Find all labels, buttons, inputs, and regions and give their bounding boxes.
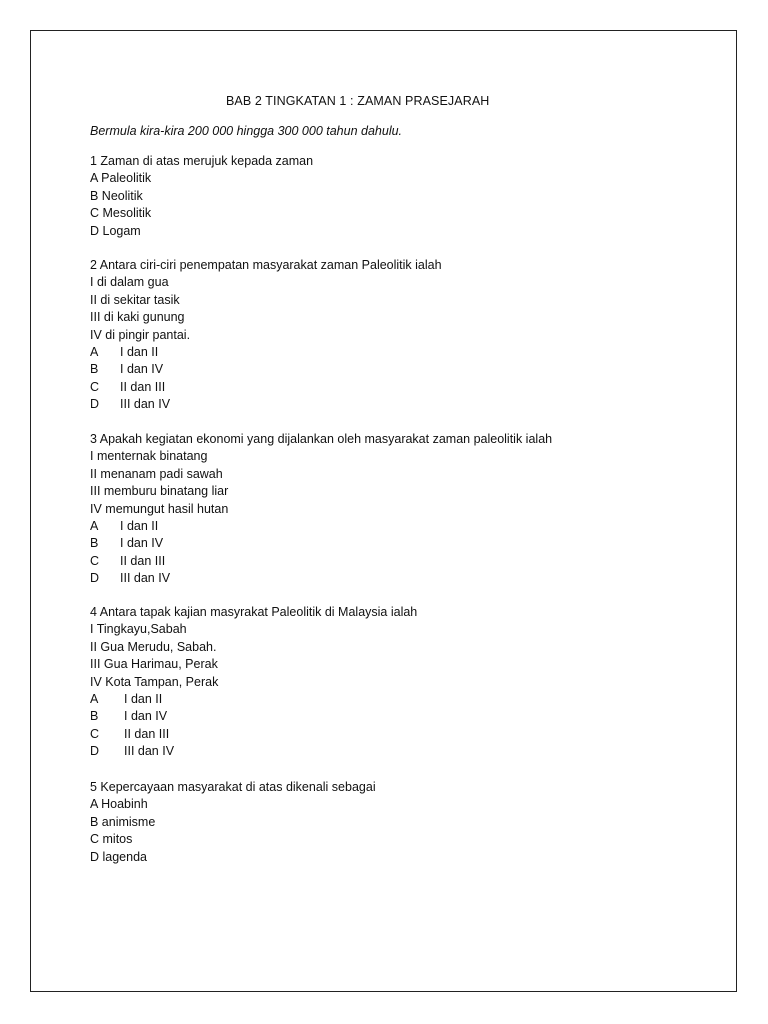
option-letter: B xyxy=(90,536,99,551)
question-4-item-4: IV Kota Tampan, Perak xyxy=(90,674,219,689)
question-1-choice-b: B Neolitik xyxy=(90,188,143,203)
option-text: III dan IV xyxy=(120,571,171,586)
question-1-choice-a: A Paleolitik xyxy=(90,171,152,186)
option-text: II dan III xyxy=(120,553,166,568)
question-4-item-1: I Tingkayu,Sabah xyxy=(90,622,187,637)
option-text: II dan III xyxy=(124,726,170,741)
option-letter: C xyxy=(90,553,100,568)
option-text: III dan IV xyxy=(124,744,175,759)
question-2-option-b xyxy=(90,361,442,378)
option-text: I dan II xyxy=(124,691,163,706)
question-5 xyxy=(90,779,376,866)
question-3-item-1: I menternak binatang xyxy=(90,449,208,464)
question-4-stem: 4 Antara tapak kajian masyrakat Paleolitik di Malaysia ialah xyxy=(90,605,418,619)
question-2-option-a xyxy=(90,344,442,361)
question-5-choice-b: B animisme xyxy=(90,814,156,829)
question-2-item-1: I di dalam gua xyxy=(90,275,169,290)
question-3-option-b xyxy=(90,535,552,552)
question-4-option-c xyxy=(90,726,417,743)
question-1-choice-c: C Mesolitik xyxy=(90,206,152,221)
option-letter: A xyxy=(90,518,99,533)
option-letter: B xyxy=(90,362,99,377)
option-letter: A xyxy=(90,344,99,359)
question-2-option-c xyxy=(90,379,442,396)
question-1-stem: 1 Zaman di atas merujuk kepada zaman xyxy=(90,154,314,168)
option-letter: D xyxy=(90,571,100,586)
option-text: II dan III xyxy=(120,379,166,394)
question-2-option-d xyxy=(90,396,442,413)
option-letter: D xyxy=(90,397,100,412)
question-4-item-3: III Gua Harimau, Perak xyxy=(90,657,218,672)
option-text: I dan IV xyxy=(120,362,164,377)
option-letter: B xyxy=(90,709,99,724)
option-text: I dan II xyxy=(120,518,159,533)
question-2-stem: 2 Antara ciri-ciri penempatan masyarakat zaman Paleolitik ialah xyxy=(90,258,442,272)
option-text: I dan IV xyxy=(124,709,168,724)
option-text: III dan IV xyxy=(120,397,171,412)
question-1 xyxy=(90,153,313,240)
question-3-item-3: III memburu binatang liar xyxy=(90,484,229,499)
option-letter: D xyxy=(90,744,100,759)
question-5-stem: 5 Kepercayaan masyarakat di atas dikenali sebagai xyxy=(90,780,376,794)
document-title: BAB 2 TINGKATAN 1 : ZAMAN PRASEJARAH xyxy=(226,94,490,108)
question-4-item-2: II Gua Merudu, Sabah. xyxy=(90,639,217,654)
option-text: I dan II xyxy=(120,344,159,359)
question-2 xyxy=(90,257,442,414)
question-2-item-4: IV di pingir pantai. xyxy=(90,327,191,342)
option-letter: C xyxy=(90,379,100,394)
question-3-option-c xyxy=(90,553,552,570)
question-1-choice-d: D Logam xyxy=(90,223,141,238)
question-4-option-d xyxy=(90,743,417,760)
question-2-item-2: II di sekitar tasik xyxy=(90,292,180,307)
question-3-item-2: II menanam padi sawah xyxy=(90,466,223,481)
question-3-item-4: IV memungut hasil hutan xyxy=(90,501,229,516)
option-letter: C xyxy=(90,726,100,741)
option-text: I dan IV xyxy=(120,536,164,551)
question-5-choice-d: D lagenda xyxy=(90,849,147,864)
option-letter: A xyxy=(90,691,99,706)
intro-text: Bermula kira-kira 200 000 hingga 300 000 tahun dahulu. xyxy=(90,124,403,138)
question-3-option-d xyxy=(90,570,552,587)
question-5-choice-c: C mitos xyxy=(90,832,133,847)
question-3 xyxy=(90,431,552,588)
question-4-option-b xyxy=(90,708,417,725)
question-2-item-3: III di kaki gunung xyxy=(90,310,185,325)
question-5-choice-a: A Hoabinh xyxy=(90,797,148,812)
question-4 xyxy=(90,604,417,761)
question-3-option-a xyxy=(90,518,552,535)
question-3-stem: 3 Apakah kegiatan ekonomi yang dijalankan oleh masyarakat zaman paleolitik ialah xyxy=(90,432,553,446)
question-4-option-a xyxy=(90,691,417,708)
